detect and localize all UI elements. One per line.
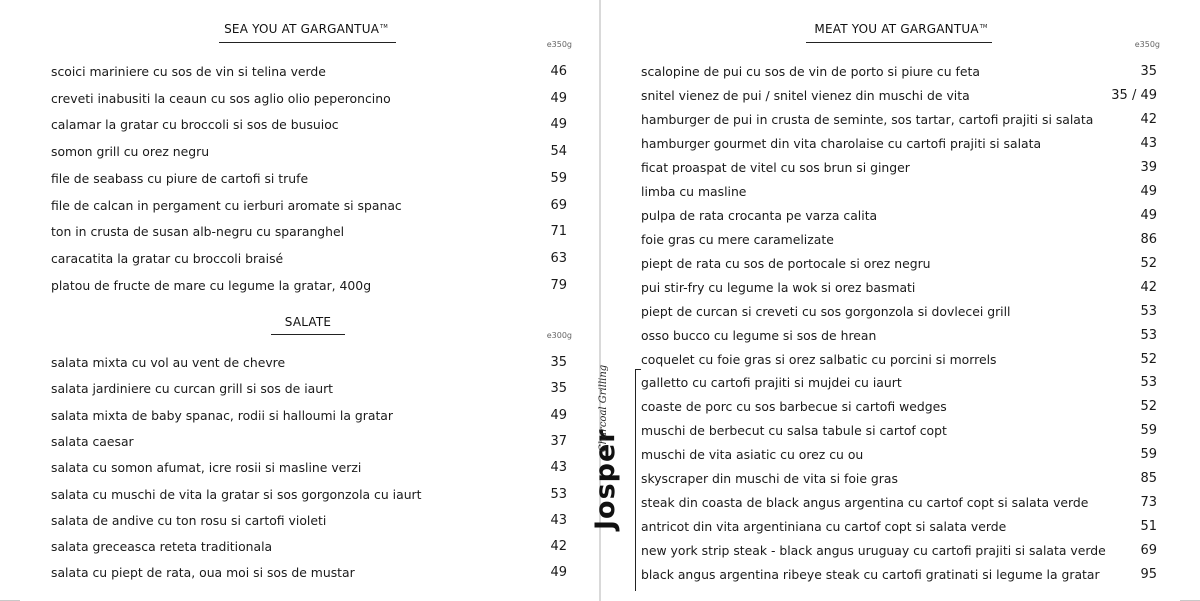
josper-menu-item [641, 565, 1157, 585]
josper-menu-item [641, 517, 1157, 537]
seafood-title-rule [219, 42, 396, 43]
dish-price: 53 [1140, 304, 1157, 319]
dish-name: creveti inabusiti la ceaun cu sos aglio olio peperoncino [51, 90, 391, 106]
dish-price: 85 [1140, 471, 1157, 486]
dish-price: 42 [1140, 280, 1157, 295]
dish-name: salata cu somon afumat, icre rosii si masline verzi [51, 460, 362, 476]
dish-name: file de calcan in pergament cu ierburi aromate si spanac [51, 197, 402, 213]
dish-name: scoici mariniere cu sos de vin si telina verde [51, 64, 326, 79]
dish-price: 49 [550, 565, 567, 581]
josper-bracket-line [635, 369, 636, 591]
meat-menu-item [641, 278, 1157, 298]
meat-menu-item [641, 254, 1157, 274]
trademark-mark: TM [979, 24, 988, 30]
dish-price: 69 [1140, 543, 1157, 558]
seafood-menu-item [51, 222, 567, 242]
josper-logo: Josper [590, 428, 621, 530]
seafood-section-title [222, 22, 390, 36]
meat-portion-note: e350g [1134, 40, 1160, 49]
dish-price: 59 [550, 170, 567, 186]
dish-price: 52 [1140, 352, 1157, 367]
dish-name: file de seabass cu piure de cartofi si trufe [51, 170, 309, 186]
dish-price: 49 [550, 117, 567, 133]
dish-price: 49 [1140, 184, 1157, 199]
seafood-menu-item [51, 115, 567, 135]
meat-menu-item [641, 158, 1157, 178]
seafood-title-text: SEA YOU AT GARGANTUA [224, 22, 380, 36]
dish-name: pui stir-fry cu legume la wok si orez basmati [641, 280, 916, 295]
seafood-menu-item [51, 276, 567, 296]
dish-price: 59 [1140, 423, 1157, 438]
dish-name: limba cu masline [641, 184, 747, 199]
seafood-portion-note: e350g [546, 40, 572, 49]
dish-name: salata mixta de baby spanac, rodii si halloumi la gratar [51, 407, 393, 423]
meat-menu-item [641, 350, 1157, 370]
dish-name: snitel vienez de pui / snitel vienez din muschi de vita [641, 88, 970, 103]
dish-price: 59 [1140, 447, 1157, 462]
trademark-mark: TM [380, 24, 388, 30]
dish-price: 52 [1140, 256, 1157, 271]
dish-price: 49 [550, 407, 567, 423]
dish-name: skyscraper din muschi de vita si foie gras [641, 471, 898, 486]
meat-section-title [813, 22, 989, 36]
josper-menu-item [641, 421, 1157, 441]
salad-menu-item [51, 432, 567, 452]
seafood-menu-item [51, 89, 567, 109]
dish-name: antricot din vita argentiniana cu cartof copt si salata verde [641, 519, 1007, 534]
meat-title-text: MEAT YOU AT GARGANTUA [814, 22, 979, 36]
meat-menu-item [641, 86, 1157, 106]
seafood-menu-item [51, 196, 567, 216]
salad-menu-item [51, 537, 567, 557]
salad-menu-item [51, 458, 567, 478]
dish-name: salata mixta cu vol au vent de chevre [51, 355, 286, 370]
salad-menu-item [51, 511, 567, 531]
dish-price: 42 [550, 539, 567, 555]
dish-name: salata de andive cu ton rosu si cartofi violeti [51, 512, 327, 528]
seafood-menu-item [51, 169, 567, 189]
page-corner-left [0, 586, 20, 601]
seafood-menu-item [51, 62, 567, 82]
dish-name: muschi de berbecut cu salsa tabule si cartof copt [641, 423, 947, 438]
meat-menu-item [641, 134, 1157, 154]
salad-menu-item [51, 406, 567, 426]
dish-name: black angus argentina ribeye steak cu cartofi gratinati si legume la gratar [641, 567, 1100, 582]
josper-menu-item [641, 541, 1157, 561]
dish-price: 35 [1140, 64, 1157, 79]
dish-price: 35 [550, 381, 567, 397]
dish-name: calamar la gratar cu broccoli si sos de busuioc [51, 117, 339, 133]
dish-name: salata caesar [51, 433, 134, 449]
salads-section-title: SALATE [284, 315, 332, 329]
dish-price: 43 [550, 512, 567, 528]
dish-name: ton in crusta de susan alb-negru cu sparanghel [51, 224, 345, 240]
dish-price: 86 [1140, 232, 1157, 247]
meat-menu-item [641, 62, 1157, 82]
salad-menu-item [51, 353, 567, 373]
dish-price: 37 [550, 433, 567, 449]
page-corner-right [1180, 586, 1200, 601]
meat-menu-item [641, 110, 1157, 130]
dish-name: somon grill cu orez negru [51, 144, 210, 160]
dish-price: 69 [550, 197, 567, 213]
meat-menu-item [641, 206, 1157, 226]
dish-name: muschi de vita asiatic cu orez cu ou [641, 447, 864, 462]
dish-price: 39 [1140, 160, 1157, 175]
dish-name: osso bucco cu legume si sos de hrean [641, 328, 877, 343]
dish-name: new york strip steak - black angus uruguay cu cartofi prajiti si salata verde [641, 543, 1106, 558]
dish-name: hamburger gourmet din vita charolaise cu cartofi prajiti si salata [641, 136, 1042, 151]
dish-price: 35 / 49 [1111, 88, 1157, 103]
dish-price: 53 [1140, 328, 1157, 343]
josper-logo-tagline: Charcoal Grilling [598, 364, 609, 452]
salads-portion-note: e300g [546, 331, 572, 340]
dish-price: 49 [550, 90, 567, 106]
josper-menu-item [641, 373, 1157, 393]
dish-price: 35 [550, 355, 567, 370]
meat-menu-item [641, 302, 1157, 322]
salads-title-rule [271, 334, 345, 335]
dish-price: 53 [550, 486, 567, 502]
dish-price: 46 [550, 64, 567, 79]
meat-menu-item [641, 230, 1157, 250]
dish-price: 73 [1140, 495, 1157, 510]
dish-name: piept de rata cu sos de portocale si orez negru [641, 256, 931, 271]
dish-name: foie gras cu mere caramelizate [641, 232, 834, 247]
josper-menu-item [641, 445, 1157, 465]
dish-name: coquelet cu foie gras si orez salbatic cu porcini si morrels [641, 352, 997, 367]
josper-menu-item [641, 397, 1157, 417]
dish-name: pulpa de rata crocanta pe varza calita [641, 208, 878, 223]
seafood-menu-item [51, 249, 567, 269]
dish-price: 43 [1140, 136, 1157, 151]
meat-menu-item [641, 326, 1157, 346]
dish-price: 49 [1140, 208, 1157, 223]
dish-name: platou de fructe de mare cu legume la gratar, 400g [51, 277, 372, 293]
salad-menu-item [51, 379, 567, 399]
dish-price: 71 [550, 224, 567, 240]
dish-name: salata greceasca reteta traditionala [51, 539, 273, 555]
dish-name: galletto cu cartofi prajiti si mujdei cu iaurt [641, 375, 902, 390]
dish-price: 95 [1140, 567, 1157, 582]
salad-menu-item [51, 485, 567, 505]
dish-price: 51 [1140, 519, 1157, 534]
josper-menu-item [641, 469, 1157, 489]
dish-price: 53 [1140, 375, 1157, 390]
dish-name: salata jardiniere cu curcan grill si sos de iaurt [51, 381, 334, 397]
dish-price: 54 [550, 144, 567, 160]
dish-name: scalopine de pui cu sos de vin de porto si piure cu feta [641, 64, 980, 79]
dish-name: caracatita la gratar cu broccoli braisé [51, 250, 284, 266]
dish-price: 42 [1140, 112, 1157, 127]
dish-price: 52 [1140, 399, 1157, 414]
dish-name: ficat proaspat de vitel cu sos brun si ginger [641, 160, 910, 175]
dish-name: salata cu piept de rata, oua moi si sos de mustar [51, 565, 355, 581]
dish-name: salata cu muschi de vita la gratar si sos gorgonzola cu iaurt [51, 486, 422, 502]
josper-menu-item [641, 493, 1157, 513]
dish-price: 43 [550, 460, 567, 476]
salad-menu-item [51, 563, 567, 583]
dish-price: 63 [550, 250, 567, 266]
meat-menu-item [641, 182, 1157, 202]
dish-name: piept de curcan si creveti cu sos gorgonzola si dovlecei grill [641, 304, 1011, 319]
dish-price: 79 [550, 277, 567, 293]
dish-name: coaste de porc cu sos barbecue si cartofi wedges [641, 399, 947, 414]
dish-name: steak din coasta de black angus argentina cu cartof copt si salata verde [641, 495, 1089, 510]
josper-bracket-tick [635, 369, 641, 370]
meat-title-rule [806, 42, 992, 43]
seafood-menu-item [51, 142, 567, 162]
dish-name: hamburger de pui in crusta de seminte, sos tartar, cartofi prajiti si salata [641, 112, 1094, 127]
